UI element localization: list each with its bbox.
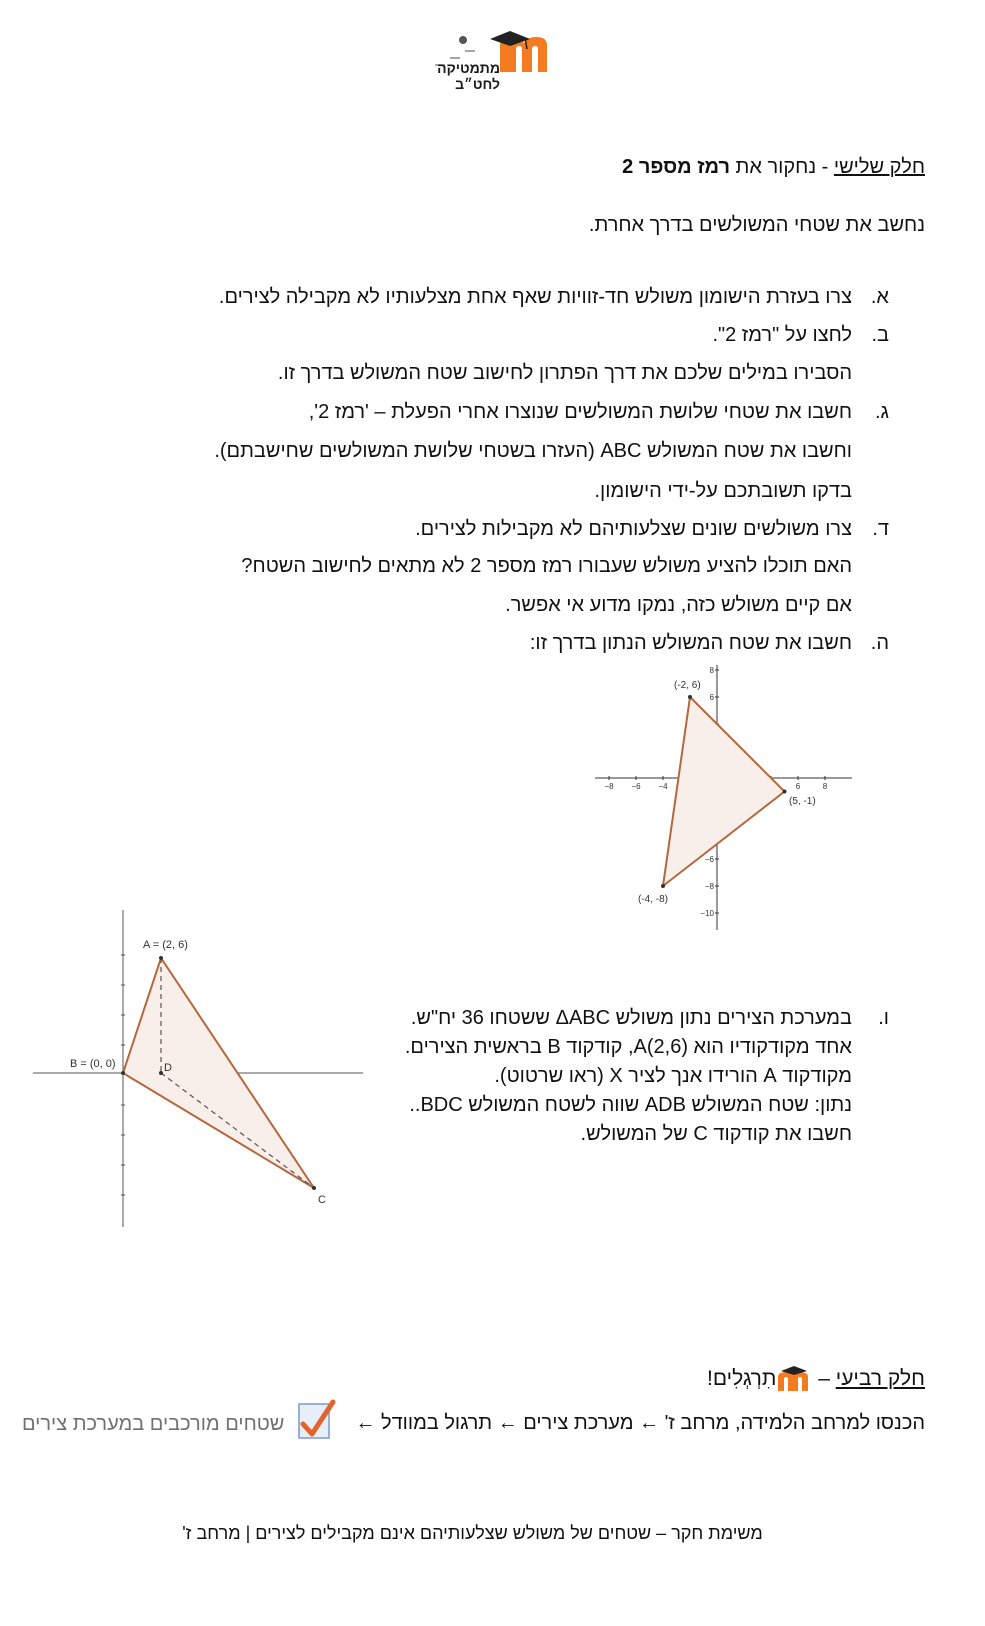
part3-title xyxy=(622,154,925,180)
graph2-label-c: C xyxy=(318,1194,326,1206)
footer: משימת חקר – שטחים של משולש שצלעותיהם אינם מקבילים לצירים | מרחב ז' xyxy=(182,1523,763,1543)
graph1-xtick: 6 xyxy=(795,782,801,791)
graph2-label-a: A = (2, 6) xyxy=(143,939,188,951)
graph1-vertex xyxy=(661,884,665,888)
part3-title-prefix: חלק שלישי xyxy=(833,156,925,178)
logo xyxy=(395,25,555,92)
item-b-line2: הסבירו במילים שלכם את דרך הפתרון לחישוב שטח המשולש בדרך זו. xyxy=(277,362,852,384)
part4-title-prefix: חלק רביעי xyxy=(835,1367,925,1390)
item-v-line1: במערכת הצירים נתון משולש ΔABC ששטחו 36 יח"ש. xyxy=(410,1007,852,1029)
part3-intro: נחשב את שטחי המשולשים בדרך אחרת. xyxy=(588,214,925,236)
graph1-xtick: 8 xyxy=(822,782,828,791)
item-d-line2: האם תוכלו להציע משולש שעבורו רמז מספר 2 לא מתאים לחישוב השטח? xyxy=(241,555,852,577)
item-b-marker: ב. xyxy=(871,324,889,346)
graph1-ytick: −6 xyxy=(704,855,714,864)
item-d-line1: צרו משולשים שונים שצלעותיהם לא מקבילות לצירים. xyxy=(415,518,852,540)
moodle-link-text[interactable]: שטחים מורכבים במערכת צירים xyxy=(22,1413,285,1435)
graph2-vertex-c xyxy=(312,1186,316,1190)
item-d-marker: ד. xyxy=(872,518,889,540)
item-h-marker: ה. xyxy=(870,632,889,654)
part4-brand-word: תִרְגְלִים! xyxy=(707,1367,777,1390)
graph2-vertex-b xyxy=(121,1071,125,1075)
graph1-xtick: −8 xyxy=(604,782,614,791)
item-v-line4: נתון: שטח המשולש ADB שווה לשטח המשולש BDC.. xyxy=(409,1094,852,1116)
item-v-marker: ו. xyxy=(878,1007,889,1029)
item-g-line3: בדקו תשובתכם על-ידי הישומון. xyxy=(594,480,852,502)
moodle-link[interactable] xyxy=(22,1398,342,1444)
item-d-line3: אם קיים משולש כזה, נמקו מדוע אי אפשר. xyxy=(505,594,852,616)
graph2-point-d xyxy=(159,1071,163,1075)
part3-title-mid: - נחקור את xyxy=(730,156,834,178)
graph1-ytick: 8 xyxy=(709,666,714,675)
graph1-vertex xyxy=(688,695,692,699)
item-a-marker: א. xyxy=(870,286,889,308)
graph1-xtick: −6 xyxy=(631,782,641,791)
graph1-triangle xyxy=(663,697,785,886)
graph1-label-p3: (-4, -8) xyxy=(638,894,668,905)
item-v-line2: אחד מקודקודיו הוא A(2,6), קודקוד B בראשית הצירים. xyxy=(404,1036,852,1058)
item-h-text: חשבו את שטח המשולש הנתון בדרך זו: xyxy=(529,632,852,654)
graph1-label-p2: (5, -1) xyxy=(789,796,816,807)
brand-icon xyxy=(776,1366,812,1392)
part4-nav: הכנסו למרחב הלמידה, מרחב ז' ← מערכת צירים ← תרגול במוודל ← xyxy=(355,1412,925,1434)
item-v-line3: מקודקוד A הורידו אנך לציר X (ראו שרטוט). xyxy=(494,1065,852,1087)
item-a-text: צרו בעזרת הישומון משולש חד-זוויות שאף אחת מצלעותיו לא מקבילה לצירים. xyxy=(218,286,852,308)
item-g-marker: ג. xyxy=(874,401,889,423)
graph2-vertex-a xyxy=(159,956,163,960)
item-g-line2: וחשבו את שטח המשולש ABC (העזרו בשטחי שלושת המשולשים שחישבתם). xyxy=(214,440,852,462)
item-g-line1: חשבו את שטחי שלושת המשולשים שנוצרו אחרי הפעלת – 'רמז 2', xyxy=(308,401,852,423)
graph1-xtick: −4 xyxy=(658,782,668,791)
graph2-label-b: B = (0, 0) xyxy=(70,1058,116,1070)
item-v-line5: חשבו את קודקוד C של המשולש. xyxy=(580,1123,852,1145)
item-b-line1: לחצו על "רמז 2". xyxy=(712,324,852,346)
graph1-ytick: 6 xyxy=(709,693,714,702)
graph2-label-d: D xyxy=(164,1062,172,1074)
part4-title-dash: – xyxy=(812,1367,836,1390)
graph1 xyxy=(590,660,855,932)
graph1-label-p1: (-2, 6) xyxy=(674,680,701,691)
part4-title xyxy=(707,1366,925,1392)
logo-text: מתמטיקה לחט״ב xyxy=(437,60,500,92)
graph1-ytick: −8 xyxy=(704,882,714,891)
part3-title-bold: רמז מספר 2 xyxy=(622,156,730,178)
quiz-checkmark-icon xyxy=(295,1398,337,1447)
graph2 xyxy=(28,905,368,1235)
graph1-ytick: −10 xyxy=(700,909,714,918)
graph1-vertex xyxy=(783,790,787,794)
